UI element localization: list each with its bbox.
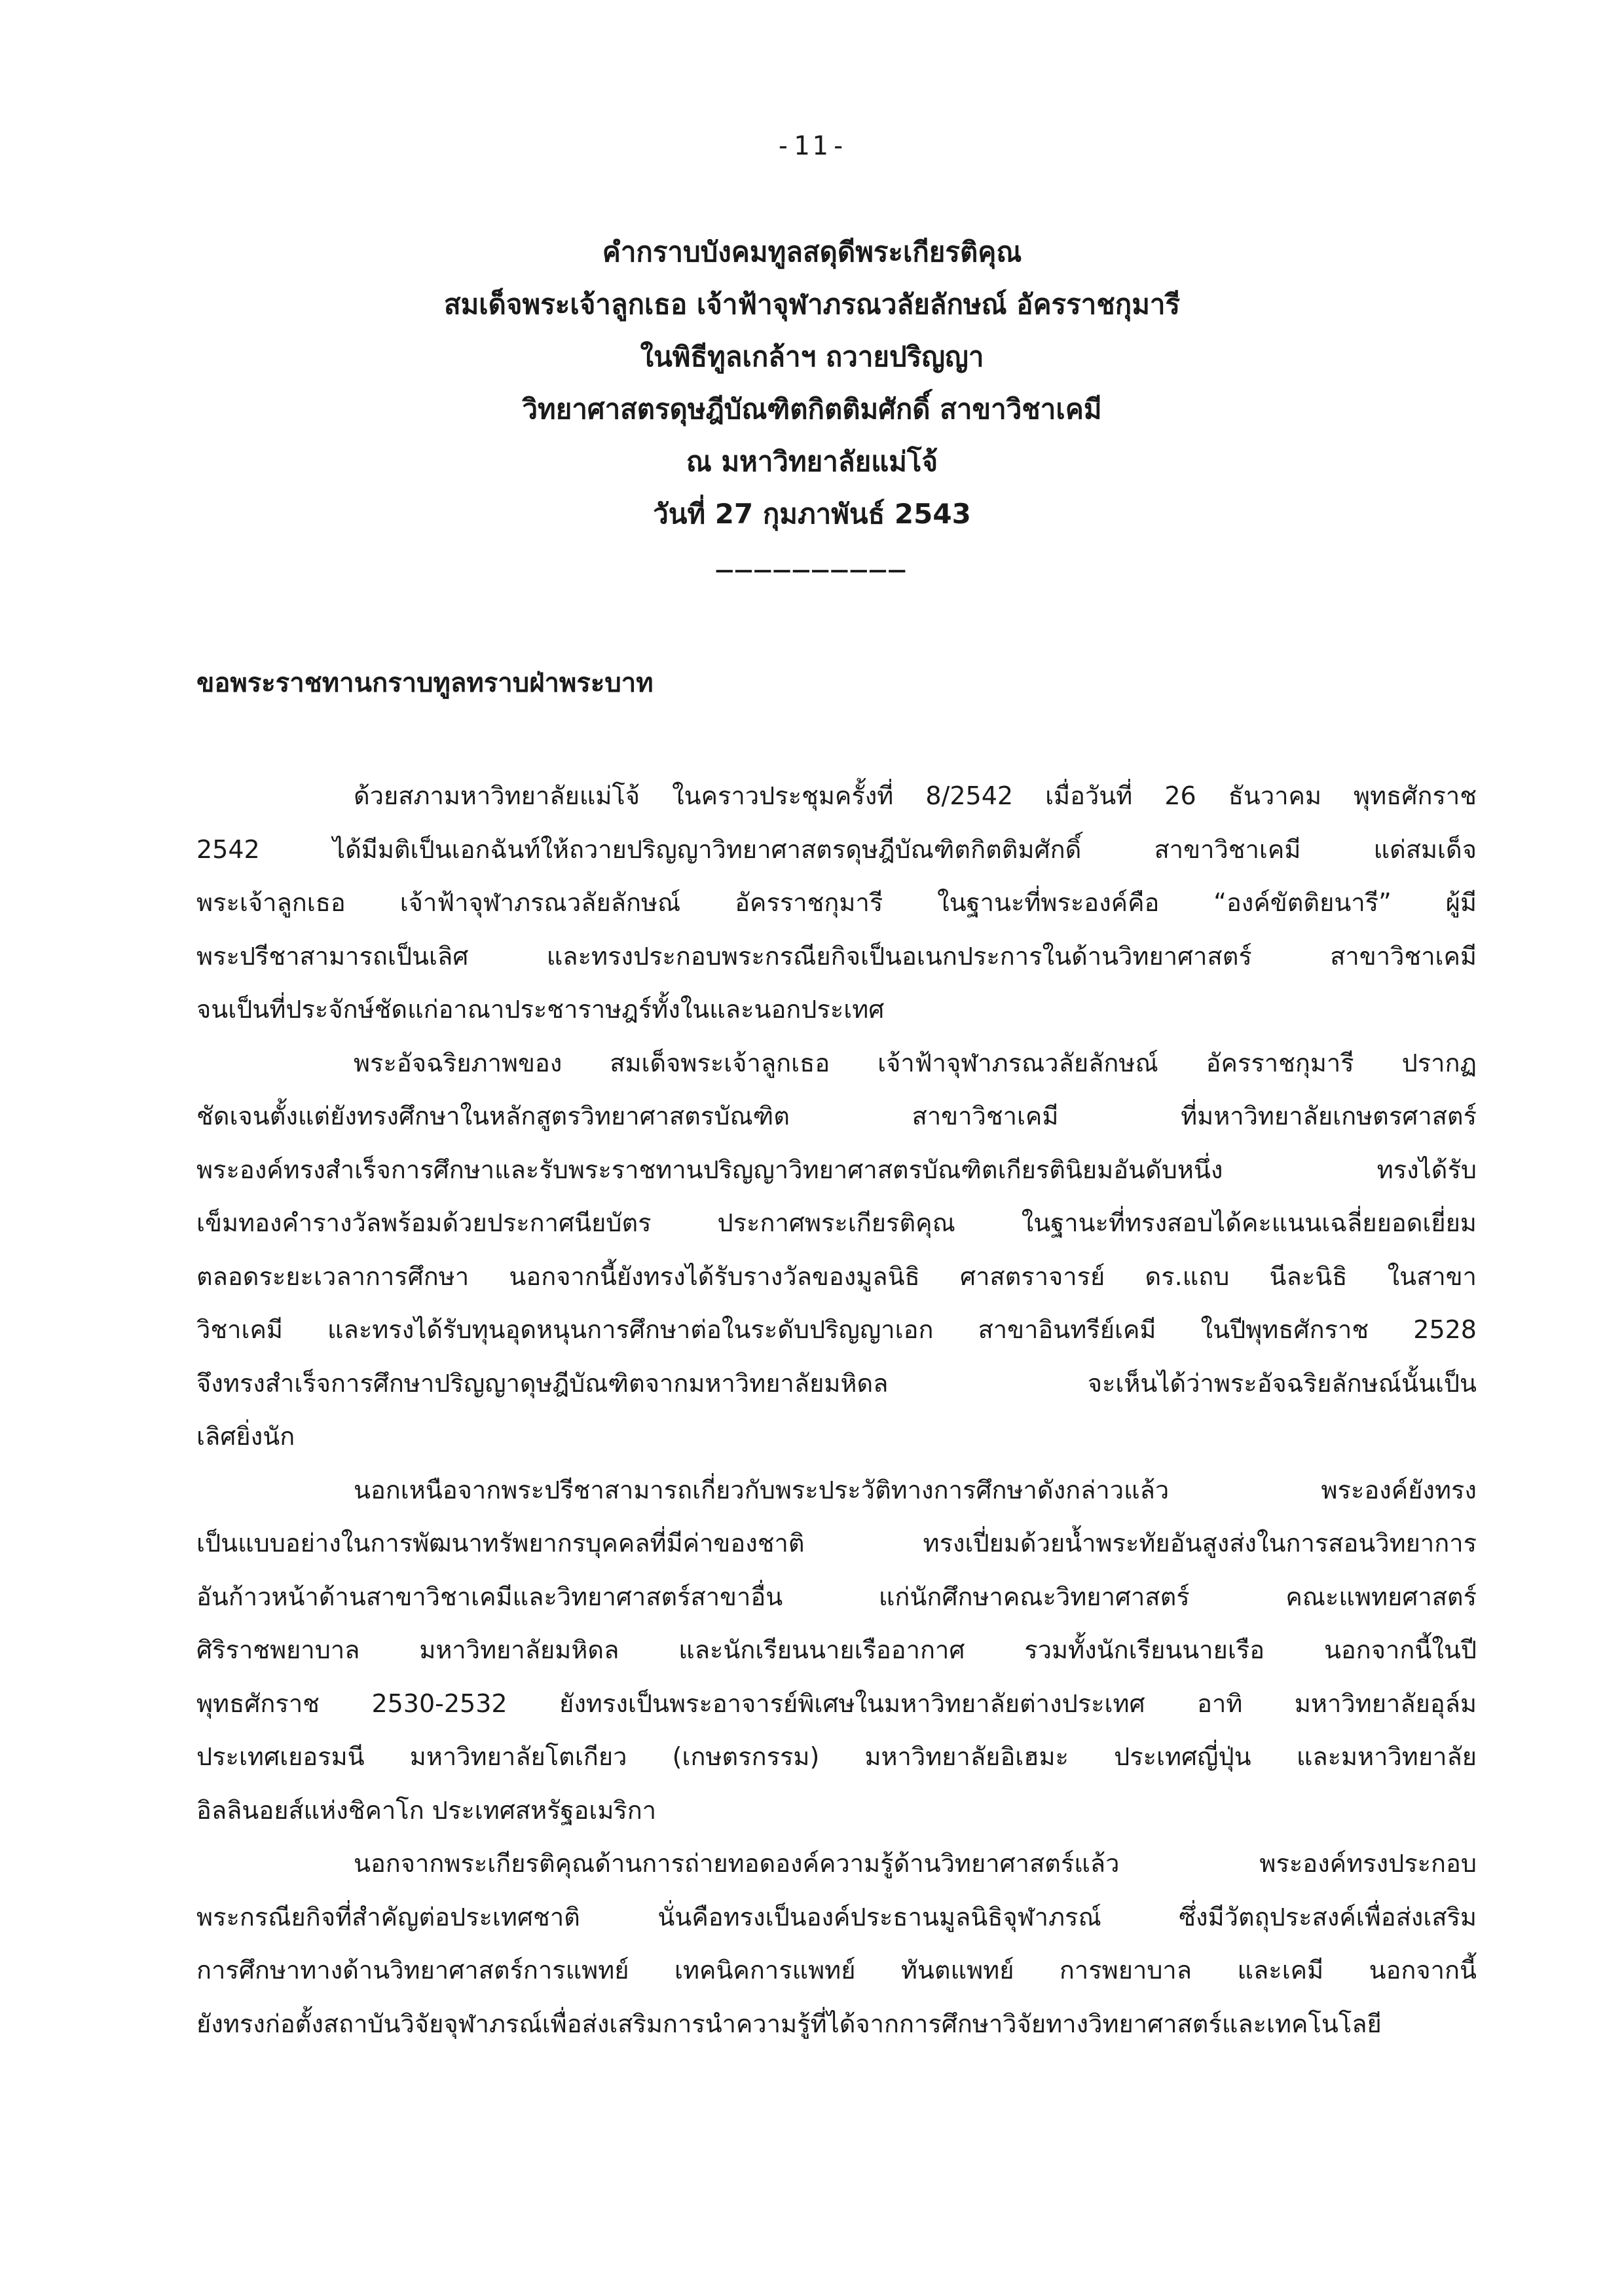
document-header: [0, 226, 1624, 573]
paragraph-2-line-6: วิชาเคมี และทรงได้รับทุนอุดหนุนการศึกษาต่อในระดับปริญญาเอก สาขาอินทรีย์เคมี ในปีพุทธศักราช 2528: [196, 1315, 1477, 1344]
body-text: [196, 770, 1477, 2051]
paragraph-1-line-5: จนเป็นที่ประจักษ์ชัดแก่อาณาประชาราษฎร์ทั้งในและนอกประเทศ: [196, 995, 885, 1024]
paragraph-3-line-7: อิลลินอยส์แห่งชิคาโก ประเทศสหรัฐอเมริกา: [196, 1795, 657, 1825]
paragraph-3-line-6: ประเทศเยอรมนี มหาวิทยาลัยโตเกียว (เกษตรกรรม) มหาวิทยาลัยอิเฮมะ ประเทศญี่ปุ่น และมหาวิทยาลัย: [196, 1742, 1477, 1771]
paragraph-1-line-1: ด้วยสภามหาวิทยาลัยแม่โจ้ ในคราวประชุมครั้งที่ 8/2542 เมื่อวันที่ 26 ธันวาคม พุทธศักราช: [354, 781, 1477, 810]
paragraph-4-line-4: ยังทรงก่อตั้งสถาบันวิจัยจุฬาภรณ์เพื่อส่งเสริมการนำความรู้ที่ได้จากการศึกษาวิจัยทางวิทยาศาสตร์และเทคโนโลยี: [196, 2009, 1382, 2038]
header-recipient: สมเด็จพระเจ้าลูกเธอ เจ้าฟ้าจุฬาภรณวลัยลักษณ์ อัครราชกุมารี: [443, 288, 1181, 320]
page-number: -11-: [775, 131, 849, 161]
paragraph-4-line-1: นอกจากพระเกียรติคุณด้านการถ่ายทอดองค์ความรู้ด้านวิทยาศาสตร์แล้ว พระองค์ทรงประกอบ: [354, 1849, 1477, 1878]
paragraph-2-line-3: พระองค์ทรงสำเร็จการศึกษาและรับพระราชทานปริญญาวิทยาศาสตรบัณฑิตเกียรตินิยมอันดับหนึ่ง ทรงได้รับ: [196, 1155, 1477, 1184]
paragraph-1-line-2: 2542 ได้มีมติเป็นเอกฉันท์ให้ถวายปริญญาวิทยาศาสตรดุษฎีบัณฑิตกิตติมศักดิ์ สาขาวิชาเคมี แด่สมเด็จ: [196, 834, 1477, 864]
paragraph-3-line-4: ศิริราชพยาบาล มหาวิทยาลัยมหิดล และนักเรียนนายเรืออากาศ รวมทั้งนักเรียนนายเรือ นอกจากนี้ในปี: [196, 1635, 1477, 1664]
paragraph-2-line-8: เลิศยิ่งนัก: [196, 1422, 295, 1451]
header-ceremony: ในพิธีทูลเกล้าฯ ถวายปริญญา: [640, 341, 984, 373]
salutation: ขอพระราชทานกราบทูลทราบฝ่าพระบาท: [196, 668, 654, 698]
paragraph-1-line-4: พระปรีชาสามารถเป็นเลิศ และทรงประกอบพระกรณียกิจเป็นอเนกประการในด้านวิทยาศาสตร์ สาขาวิชาเคมี: [196, 941, 1477, 971]
paragraph-2-line-5: ตลอดระยะเวลาการศึกษา นอกจากนี้ยังทรงได้รับรางวัลของมูลนิธิ ศาสตราจารย์ ดร.แถบ นีละนิธิ ในสาขา: [196, 1261, 1477, 1291]
paragraph-2-line-1: พระอัจฉริยภาพของ สมเด็จพระเจ้าลูกเธอ เจ้าฟ้าจุฬาภรณวลัยลักษณ์ อัครราชกุมารี ปรากฏ: [354, 1048, 1477, 1077]
header-date: วันที่ 27 กุมภาพันธ์ 2543: [653, 498, 971, 530]
header-university: ณ มหาวิทยาลัยแม่โจ้: [686, 445, 938, 477]
paragraph-3-line-1: นอกเหนือจากพระปรีชาสามารถเกี่ยวกับพระประวัติทางการศึกษาดังกล่าวแล้ว พระองค์ยังทรง: [354, 1475, 1477, 1504]
header-rule: __________: [716, 540, 908, 572]
paragraph-3-line-3: อันก้าวหน้าด้านสาขาวิชาเคมีและวิทยาศาสตร์สาขาอื่น แก่นักศึกษาคณะวิทยาศาสตร์ คณะแพทยศาสตร์: [196, 1582, 1477, 1611]
paragraph-4-line-3: การศึกษาทางด้านวิทยาศาสตร์การแพทย์ เทคนิคการแพทย์ ทันตแพทย์ การพยาบาล และเคมี นอกจากนี้: [196, 1956, 1477, 1985]
paragraph-2-line-4: เข็มทองคำรางวัลพร้อมด้วยประกาศนียบัตร ประกาศพระเกียรติคุณ ในฐานะที่ทรงสอบได้คะแนนเฉลี่ยยอดเยี่ยม: [196, 1208, 1477, 1237]
header-title: คำกราบบังคมทูลสดุดีพระเกียรติคุณ: [602, 236, 1022, 268]
paragraph-2-line-7: จึงทรงสำเร็จการศึกษาปริญญาดุษฎีบัณฑิตจากมหาวิทยาลัยมหิดล จะเห็นได้ว่าพระอัจฉริยลักษณ์นั้นเป็น: [196, 1368, 1477, 1398]
header-degree: วิทยาศาสตรดุษฎีบัณฑิตกิตติมศักดิ์ สาขาวิชาเคมี: [522, 393, 1102, 425]
paragraph-1-line-3: พระเจ้าลูกเธอ เจ้าฟ้าจุฬาภรณวลัยลักษณ์ อัครราชกุมารี ในฐานะที่พระองค์คือ “องค์ขัตติยนารี” ผู้มี: [196, 888, 1477, 917]
paragraph-2-line-2: ชัดเจนตั้งแต่ยังทรงศึกษาในหลักสูตรวิทยาศาสตรบัณฑิต สาขาวิชาเคมี ที่มหาวิทยาลัยเกษตรศาสตร์: [196, 1102, 1477, 1130]
paragraph-4-line-2: พระกรณียกิจที่สำคัญต่อประเทศชาติ นั่นคือทรงเป็นองค์ประธานมูลนิธิจุฬาภรณ์ ซึ่งมีวัตถุประสงค์เพื่อส่งเสริม: [196, 1902, 1477, 1931]
paragraph-3-line-5: พุทธศักราช 2530-2532 ยังทรงเป็นพระอาจารย์พิเศษในมหาวิทยาลัยต่างประเทศ อาทิ มหาวิทยาลัยอุล์ม: [196, 1689, 1477, 1718]
paragraph-3-line-2: เป็นแบบอย่างในการพัฒนาทรัพยากรบุคคลที่มีค่าของชาติ ทรงเปี่ยมด้วยน้ำพระทัยอันสูงส่งในการสอนวิทยาการ: [196, 1529, 1477, 1558]
